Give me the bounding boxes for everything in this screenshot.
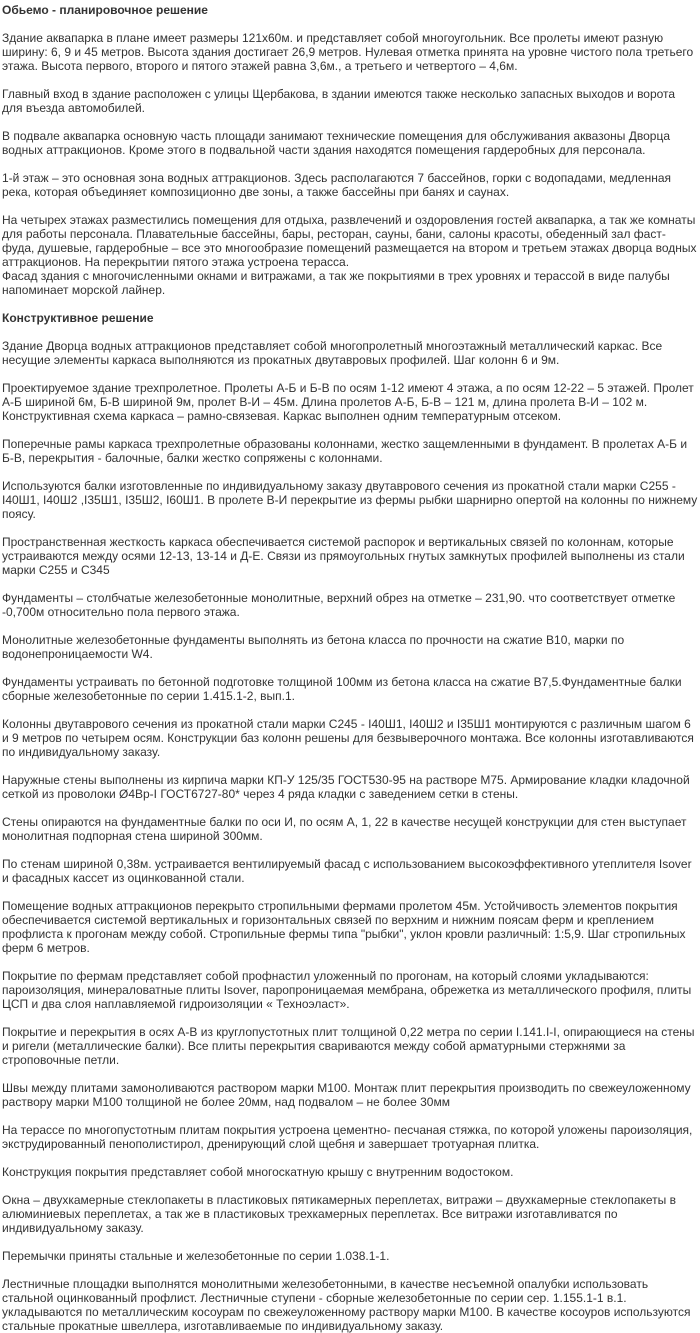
paragraph: Здание аквапарка в плане имеет размеры 121х60м. и представляет собой многоугольник. Все пролеты имеют разную ширину: 6, 9 и 45 метров. Высота здания достигает 26,9 метров. Нулевая отметка принята на уровне чистого пола третьего этажа. Высота первого, второго и пятого этажей равна 3,6м., а третьего и четвертого – 4,6м.: [2, 31, 694, 73]
paragraph: Фундаменты устраивать по бетонной подготовке толщиной 100мм из бетона класса на сжатие В7,5.Фундаментные балки сборные железобетонные по серии 1.415.1-2, вып.1.: [2, 675, 682, 703]
paragraph: Монолитные железобетонные фундаменты выполнять из бетона класса по прочности на сжатие В10, марки по водонепроницаемости W4.: [2, 633, 625, 661]
paragraph: Проектируемое здание трехпролетное. Пролеты А-Б и Б-В по осям 1-12 имеют 4 этажа, а по осям 12-22 – 5 этажей. Пролет А-Б шириной 6м, Б-В шириной 9м, пролет В-И – 45м. Длина пролетов А-Б, Б-В – 121 м, длина пролета В-И – 102 м. Конструктивная схема каркаса – рамно-связевая. Каркас выполнен одним температурным отсеком.: [2, 381, 694, 423]
paragraph: В подвале аквапарка основную часть площади занимают технические помещения для обслуживания аквазоны Дворца водных аттракционов. Кроме этого в подвальной части здания находятся помещения гардеробных для персонала.: [2, 129, 671, 157]
paragraph: Здание Дворца водных аттракционов представляет собой многопролетный многоэтажный металлический каркас. Все несущие элементы каркаса выполняются из прокатных двутавровых профилей. Шаг колонн 6 и 9м.: [2, 339, 663, 367]
paragraph: Главный вход в здание расположен с улицы Щербакова, в здании имеются также несколько запасных выходов и ворота для въезда автомобилей.: [2, 87, 676, 115]
paragraph: Покрытие и перекрытия в осях А-В из круглопустотных плит толщиной 0,22 метра по серии I.141.I-I, опирающиеся на стены и ригели (металлические балки). Все плиты перекрытия свариваются между собой арматурными стержнями за строповочные петли.: [2, 1025, 695, 1067]
paragraph: Перемычки приняты стальные и железобетонные по серии 1.038.1-1.: [2, 1249, 390, 1263]
paragraph: Конструкция покрытия представляет собой многоскатную крышу с внутренним водостоком.: [2, 1165, 514, 1179]
paragraph: Швы между плитами замоноливаются раствором марки М100. Монтаж плит перекрытия производить по свежеуложенному раствору марки М100 толщиной не более 20мм, над подвалом – не более 30мм: [2, 1081, 691, 1109]
paragraph: Стены опираются на фундаментные балки по оси И, по осям А, 1, 22 в качестве несущей конструкции для стен выступает монолитная подпорная стена шириной 300мм.: [2, 815, 687, 843]
paragraph: Поперечные рамы каркаса трехпролетные образованы колоннами, жестко защемленными в фундамент. В пролетах А-Б и Б-В, перекрытия - балочные, балки жестко сопряжены с колоннами.: [2, 437, 688, 465]
section-layout: [2, 3, 698, 297]
paragraph: 1-й этаж – это основная зона водных аттракционов. Здесь располагаются 7 бассейнов, горки с водопадами, медленная река, которая объединяет композиционно две зоны, а также бассейны при банях и саунах.: [2, 171, 671, 199]
paragraph: Фундаменты – столбчатые железобетонные монолитные, верхний обрез на отметке – 231,90. что соответствует отметке -0,700м относительно пола первого этажа.: [2, 591, 676, 619]
paragraph: Колонны двутаврового сечения из прокатной стали марки С245 - I40Ш1, I40Ш2 и I35Ш1 монтируются с различным шагом 6 и 9 метров по четырем осям. Конструкции баз колонн решены для безвыверочного монтажа. Все колонны изготавливаются по индивидуальному заказу.: [2, 717, 694, 759]
paragraph: Используются балки изготовленные по индивидуальному заказу двутаврового сечения из прокатной стали марки С255 - I40Ш1, I40Ш2 ,I35Ш1, I35Ш2, I60Ш1. В пролете В-И перекрытие из фермы рыбки шарнирно опертой на колонны по нижнему поясу.: [2, 479, 698, 521]
paragraph: Окна – двухкамерные стеклопакеты в пластиковых пятикамерных переплетах, витражи – двухкамерные стеклопакеты в алюминиевых переплетах, а так же в пластиковых трехкамерных переплетах. Все витражи изготавливатся по индивидуальному заказу.: [2, 1193, 676, 1235]
paragraph: Пространственная жесткость каркаса обеспечивается системой распорок и вертикальных связей по колоннам, которые устраиваются между осями 12-13, 13-14 и Д-Е. Связи из прямоугольных гнутых замкнутых профилей выполнены из стали марки С255 и С345: [2, 535, 685, 577]
paragraph: Лестничные площадки выполнятся монолитными железобетонными, в качестве несъемной опалубки использовать стальной оцинкованный профлист. Лестничные ступени - сборные железобетонные по серии сер. 1.155.1-1 в.1. укладываются по металлическим косоурам по свежеуложенному раствору марки М100. В качестве косоуров используются стальные прокатные швеллера, изготавливаемые по индивидуальному заказу.: [2, 1277, 691, 1333]
paragraph: На терассе по многопустотным плитам покрытия устроена цементно- песчаная стяжка, по которой уложены пароизоляция, экструдированный пенополистирол, дренирующий слой щебня и завершает тротуарная плитка.: [2, 1123, 693, 1151]
paragraph: Фасад здания с многочисленными окнами и витражами, а так же покрытиями в трех уровнях и терассой в виде палубы напоминает морской лайнер.: [2, 269, 670, 297]
paragraph: Помещение водных аттракционов перекрыто стропильными фермами пролетом 45м. Устойчивость элементов покрытия обеспечивается системой вертикальных и горизонтальных связей по верхним и нижним поясам ферм и креплением профлиста к прогонам между собой. Стропильные фермы типа "рыбки", уклон кровли различный: 1:5,9. Шаг стропильных ферм 6 метров.: [2, 899, 686, 955]
section-heading-layout: Обьемо - планировочное решение: [2, 3, 208, 17]
paragraph: По стенам шириной 0,38м. устраивается вентилируемый фасад с использованием высокоэффективного утеплителя Isover и фасадных кассет из оцинкованной стали.: [2, 857, 692, 885]
paragraph: На четырех этажах разместились помещения для отдыха, развлечений и оздоровления гостей аквапарка, а так же комнаты для работы персонала. Плавательные бассейны, бары, ресторан, сауны, бани, салоны красоты, обеденный зал фаст- фуда, душевые, гардеробные – все это многообразие помещений размещается на втором и третьем этажах дворца водных аттракционов. На перекрытии пятого этажа устроена терасса.: [2, 213, 697, 269]
section-construction: [2, 311, 698, 1333]
paragraph: Покрытие по фермам представляет собой профнастил уложенный по прогонам, на который слоями укладываются: пароизоляция, минераловатные плиты Isover, паропроницаемая мембрана, обрежетка из металлического профиля, плиты ЦСП и два слоя наплавляемой гидроизоляции « Техноэласт».: [2, 969, 692, 1011]
section-heading-construction: Конструктивное решение: [2, 311, 154, 325]
paragraph: Наружные стены выполнены из кирпича марки КП-У 125/35 ГОСТ530-95 на растворе М75. Армирование кладки кладочной сеткой из проволоки Ø4Вр-I ГОСТ6727-80* через 4 ряда кладки с заведением сетки в стены.: [2, 773, 690, 801]
